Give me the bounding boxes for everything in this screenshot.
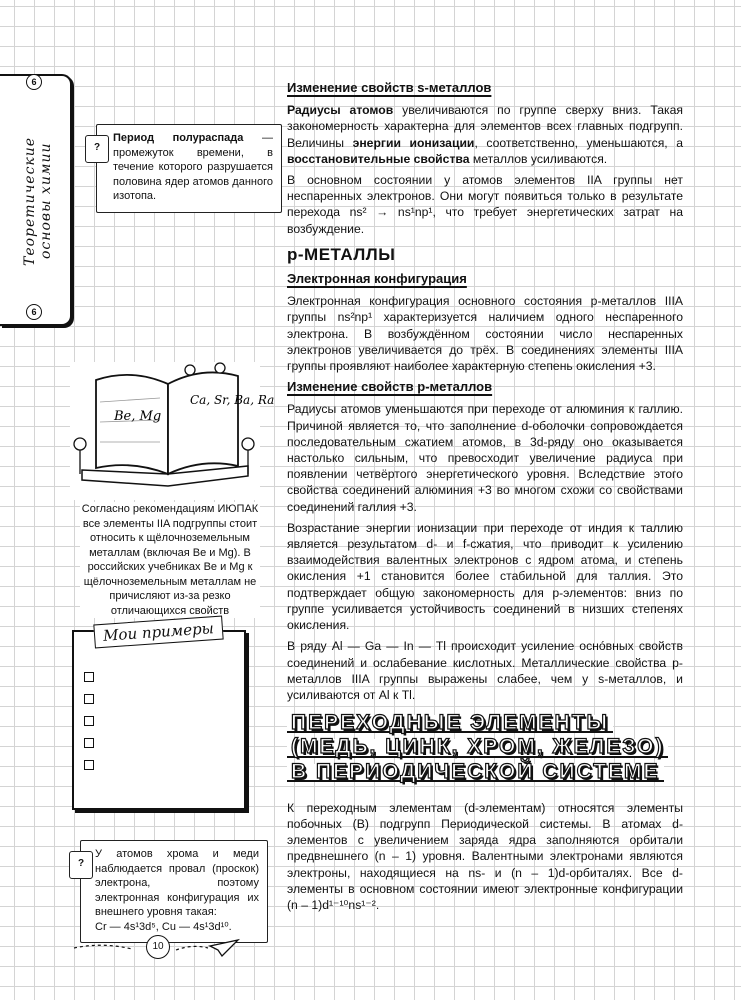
- example-checkbox[interactable]: [84, 694, 94, 704]
- transition-elements-title: [287, 711, 683, 788]
- example-checkbox[interactable]: [84, 738, 94, 748]
- s-metals-heading: Изменение свойств s-металлов: [287, 80, 492, 95]
- cr-cu-formula: Cr — 4s¹3d⁵, Cu — 4s¹3d¹⁰.: [95, 920, 232, 933]
- half-life-term: Период полураспада: [113, 132, 244, 144]
- cr-cu-note: [77, 840, 268, 943]
- kid-figure: [74, 438, 86, 450]
- pin-icon: ?: [69, 851, 93, 879]
- kid-figure: [242, 438, 254, 450]
- mega-title-line-3: В ПЕРИОДИЧЕСКОЙ СИСТЕМЕ: [287, 764, 664, 782]
- text-span: увеличиваются по группе сверху вниз. Такая закономерность характерна для элементов всех главных подгрупп. Величины: [287, 103, 683, 150]
- half-life-definition: — промежуток времени, в течение которого разрушается половина ядер атомов данного изотопа.: [113, 132, 273, 202]
- half-life-note: [93, 124, 282, 213]
- my-examples-label: Мои примеры: [93, 616, 223, 649]
- term-ionization-energy: энергии ионизации: [352, 135, 475, 150]
- chapter-title-vertical: Теоретические основы химии: [22, 136, 54, 266]
- example-checkbox[interactable]: [84, 716, 94, 726]
- example-checkbox[interactable]: [84, 760, 94, 770]
- transition-elements-paragraph: К переходным элементам (d-элементам) относятся элементы побочных (B) подгрупп Периодической системы. В атомах d-элементов с увеличением заряда ядра заполняются орбитали предвнешнего (n – 1) уровня. Валентными электронами являются электроны, находящиеся на ns- и (n – 1)d-орбиталях. Все d-элементы в основном состоянии имеют электронные конфигурации (n – 1)d¹⁻¹⁰ns¹⁻².: [287, 800, 683, 912]
- kid-figure: [215, 363, 225, 373]
- kid-figure: [185, 365, 195, 375]
- p-metals-series-paragraph: В ряду Al — Ga — In — Tl происходит усиление оснóвных свойств соединений и ослабевание кислотных. Металлические свойства p-металлов IIIA группы выражены слабее, чем у s-металлов, и усиливаются от Al к Tl.: [287, 639, 683, 702]
- p-metals-radii-paragraph: Радиусы атомов уменьшаются при переходе от алюминия к галлию. Причиной является то, что заполнение d-оболочки сопровождается последовательным сжатием атомов, в 3d-ряду оно оказывается настолько сильным, что превосходит увеличение радиуса при появлении четвёртого энергетического уровня. Вследствие этого свойства соединений алюминия +3 во многом схожи со свойствами соединений галлия +3.: [287, 402, 683, 514]
- pin-icon: ?: [85, 135, 109, 163]
- p-metals-config-paragraph: Электронная конфигурация основного состояния p-металлов IIIA группы ns²np¹ характеризуется наличием одного неспаренного электрона. В возбуждённом состоянии число неспаренных электронов увеличивается до трёх. В соединениях элементы IIIA группы проявляют наиболее характерную степень окисления +3.: [287, 294, 683, 374]
- book-left-text: Be, Mg: [114, 409, 162, 424]
- cr-cu-note-text: У атомов хрома и меди наблюдается провал (проскок) электрона, поэтому электронная конфигурация их внешнего уровня такая:: [95, 848, 259, 918]
- paper-plane-icon: [210, 940, 238, 956]
- my-examples-box: [72, 619, 246, 810]
- s-metals-paragraph-2: В основном состоянии у атомов элементов IIA группы нет неспаренных электронов. Они могут появиться только в результате перехода ns² → ns¹np¹, что требует энергетических затрат на возбуждение.: [287, 173, 683, 236]
- p-metals-change-heading: Изменение свойств p-металлов: [287, 379, 493, 395]
- page-number: 10: [146, 935, 170, 959]
- main-content: [287, 76, 683, 918]
- chapter-side-tab: [0, 74, 72, 326]
- mega-title-line-1: ПЕРЕХОДНЫЕ ЭЛЕМЕНТЫ: [287, 715, 613, 733]
- text-span: , соответственно, уменьшаются, а: [474, 135, 683, 150]
- example-checkbox[interactable]: [84, 672, 94, 682]
- p-metals-heading: p-МЕТАЛЛЫ: [287, 244, 396, 264]
- term-atomic-radii: Радиусы атомов: [287, 103, 394, 118]
- mega-title-line-2: (МЕДЬ, ЦИНК, ХРОМ, ЖЕЛЕЗО): [287, 739, 668, 757]
- book-right-text: Ca, Sr, Ba, Ra: [190, 393, 275, 407]
- p-metals-ionization-paragraph: Возрастание энергии ионизации при переходе от индия к таллию является результатом d- и f-сжатия, что приводит к усилению взаимодействия валентных электронов с ядром атома, и степень окисления +1 становится более стабильной для таллия. Это подтверждает общую закономерность для p-элементов: вниз по группе усиливается устойчивость соединений в низших степенях окисления.: [287, 520, 683, 633]
- side-tab-number-bottom: 6: [26, 304, 42, 320]
- term-reducing-properties: восстановительные свойства: [287, 151, 470, 166]
- electron-config-heading: Электронная конфигурация: [287, 271, 467, 287]
- book-illustration: [70, 362, 275, 500]
- s-metals-paragraph-1: [287, 102, 683, 167]
- iupac-caption: Согласно рекомендациям ИЮПАК все элементы IIA подгруппы стоит относить к щёлочноземельным металлам (включая Be и Mg). В российских учебниках Be и Mg к щёлочноземельным металлам не причисляют из-за резко отличающихся свойств: [81, 503, 259, 617]
- side-tab-number-top: 6: [26, 74, 42, 90]
- text-span: металлов усиливаются.: [469, 151, 608, 166]
